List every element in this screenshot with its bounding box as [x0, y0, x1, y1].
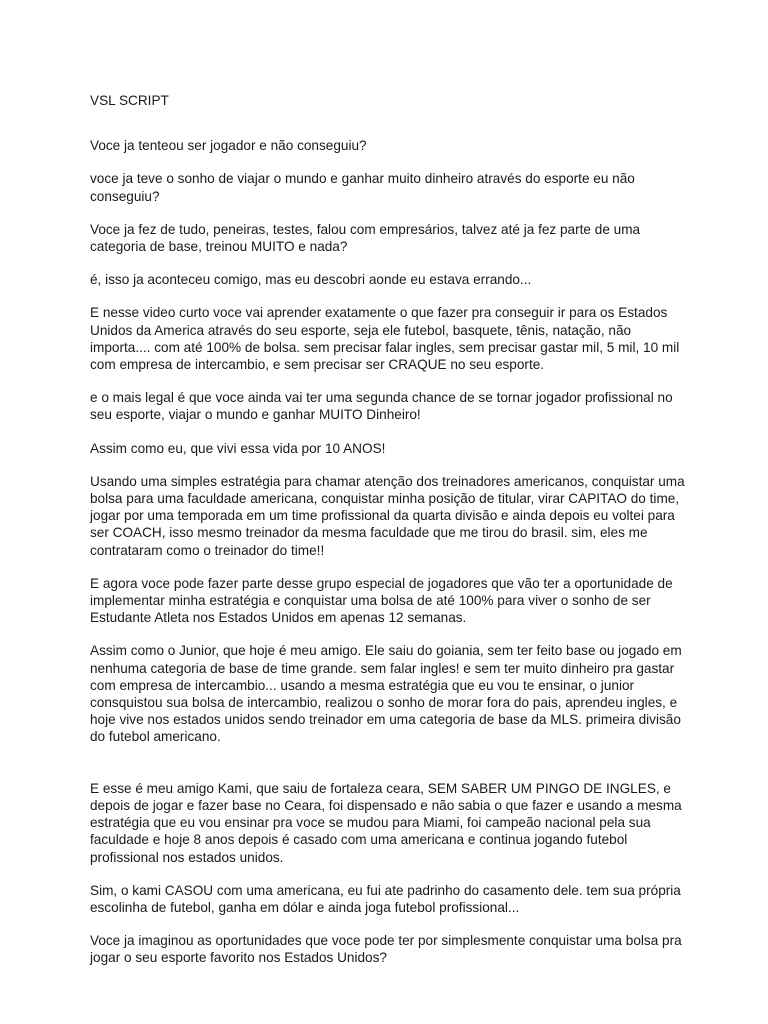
paragraph-4: é, isso ja aconteceu comigo, mas eu descobri aonde eu estava errando... [90, 272, 532, 288]
paragraph-8: Usando uma simples estratégia para chamar atenção dos treinadores americanos, conquistar uma bolsa para uma faculdade americana, conquistar minha posição de titular, virar CAPITAO do time, jogar por uma temporada em um time profissional da quarta divisão e ainda depois eu voltei para ser COACH, isso mesmo treinador da mesma faculdade que me tirou do brasil. sim, eles me contrataram como o treinador do time!! [90, 473, 685, 558]
paragraph-9: E agora voce pode fazer parte desse grupo especial de jogadores que vão ter a oportunidade de implementar minha estratégia e conquistar uma bolsa de até 100% para viver o sonho de ser Estudante Atleta nos Estados Unidos em apenas 12 semanas. [90, 575, 673, 626]
paragraph-2: voce ja teve o sonho de viajar o mundo e ganhar muito dinheiro através do esporte eu não conseguiu? [90, 171, 635, 204]
paragraph-10: Assim como o Junior, que hoje é meu amigo. Ele saiu do goiania, sem ter feito base ou jogado em nenhuma categoria de base de time grande. sem falar ingles! e sem ter muito dinheiro pra gastar com empresa de intercambio... usando a mesma estratégia que eu vou te ensinar, o junior consquistou sua bolsa de intercambio, realizou o sonho de morar fora do pais, aprendeu ingles, e hoje vive nos estados unidos sendo treinador em uma categoria de base da MLS. primeira divisão do futebol americano. [90, 643, 682, 745]
paragraph-3: Voce ja fez de tudo, peneiras, testes, falou com empresários, talvez até ja fez parte de uma categoria de base, treinou MUITO e nada? [90, 221, 641, 255]
document-title: VSL SCRIPT [90, 93, 169, 108]
paragraph-11: E esse é meu amigo Kami, que saiu de fortaleza ceara, SEM SABER UM PINGO DE INGLES, e depois de jogar e fazer base no Ceara, foi dispensado e não sabia o que fazer e usando a mesma estratégia que eu vou ensinar pra voce se mudou para Miami, foi campeão nacional pela sua faculdade e hoje 8 anos depois é casado com uma americana e continua jogando futebol profissional nos estados unidos. [90, 780, 682, 865]
paragraph-7: Assim como eu, que vivi essa vida por 10 ANOS! [90, 440, 386, 456]
paragraph-12: Sim, o kami CASOU com uma americana, eu fui ate padrinho do casamento dele. tem sua própria escolinha de futebol, ganha em dólar e ainda joga futebol profissional... [90, 882, 681, 915]
paragraph-1: Voce ja tenteou ser jogador e não conseguiu? [90, 138, 367, 154]
document-body [90, 92, 686, 983]
paragraph-5: E nesse video curto voce vai aprender exatamente o que fazer pra conseguir ir para os Estados Unidos da America através do seu esporte, seja ele futebol, basquete, tênis, natação, não importa.... com até 100% de bolsa. sem precisar falar ingles, sem precisar gastar mil, 5 mil, 10 mil com empresa de intercambio, e sem precisar ser CRAQUE no seu esporte. [90, 305, 680, 373]
paragraph-6: e o mais legal é que voce ainda vai ter uma segunda chance de se tornar jogador profissional no seu esporte, viajar o mundo e ganhar MUITO Dinheiro! [90, 390, 673, 423]
paragraph-13: Voce ja imaginou as oportunidades que voce pode ter por simplesmente conquistar uma bolsa pra jogar o seu esporte favorito nos Estados Unidos? [90, 933, 682, 966]
